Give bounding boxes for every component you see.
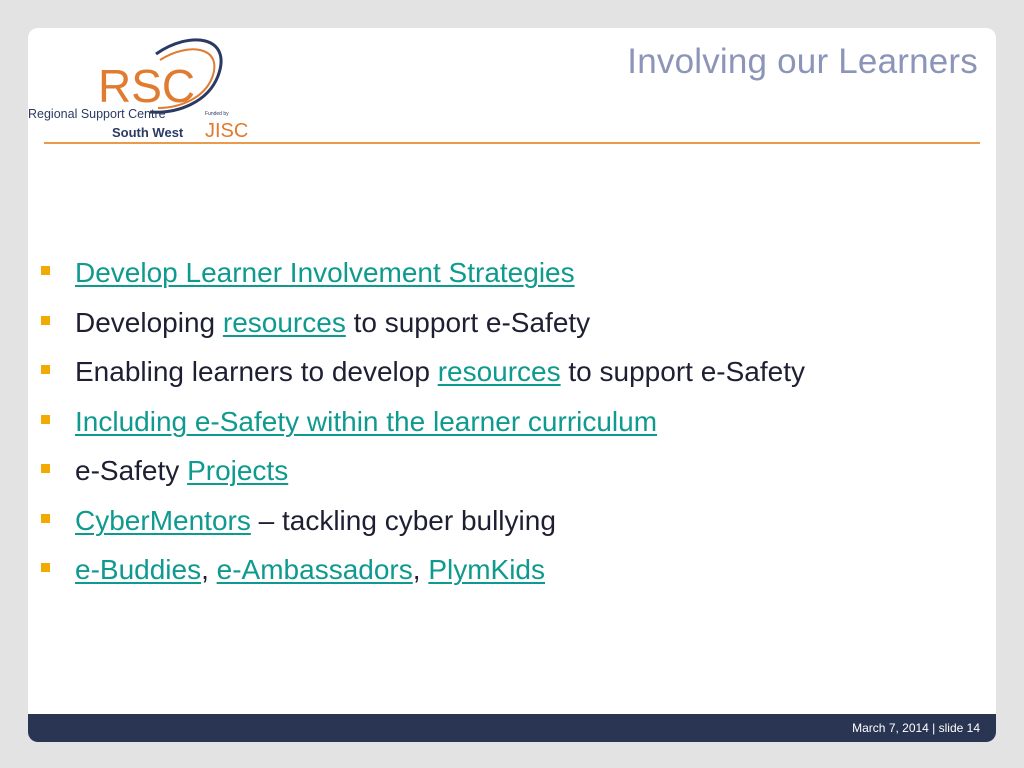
bullet-item xyxy=(40,397,805,447)
hyperlink[interactable]: Projects xyxy=(187,455,289,486)
bullet-item xyxy=(40,446,805,496)
bullet-item xyxy=(40,545,805,595)
logo-line1: Regional Support Centre xyxy=(28,107,166,121)
bullet-item xyxy=(40,347,805,397)
bullet-text: , xyxy=(412,554,429,585)
bullet-item xyxy=(40,248,805,298)
hyperlink[interactable]: Including e-Safety within the learner curriculum xyxy=(75,405,658,437)
hyperlink[interactable]: resources xyxy=(437,356,561,387)
rsc-logo xyxy=(28,34,258,144)
bullet-text: Enabling learners to develop xyxy=(75,356,438,387)
square-bullet-icon xyxy=(41,415,50,424)
bullet-item xyxy=(40,298,805,348)
bullet-list xyxy=(40,248,805,595)
square-bullet-icon xyxy=(41,365,50,374)
hyperlink[interactable]: CyberMentors xyxy=(75,504,251,536)
bullet-text: to support e-Safety xyxy=(345,306,591,338)
logo-line2: South West xyxy=(112,125,184,140)
slide-title: Involving our Learners xyxy=(627,42,978,81)
logo-funded-by: Funded by xyxy=(205,111,229,117)
square-bullet-icon xyxy=(41,464,50,473)
bullet-text: , xyxy=(201,554,217,585)
bullet-text: e-Safety xyxy=(75,455,188,486)
bullet-text: Developing xyxy=(75,306,223,338)
bullet-text: to support e-Safety xyxy=(560,356,805,387)
footer-bar xyxy=(28,714,996,742)
footer-date-slide: March 7, 2014 | slide 14 xyxy=(852,721,980,735)
square-bullet-icon xyxy=(41,563,50,572)
square-bullet-icon xyxy=(41,316,50,325)
logo-funder: JISC xyxy=(205,120,249,142)
hyperlink[interactable]: PlymKids xyxy=(428,554,546,585)
square-bullet-icon xyxy=(41,514,50,523)
hyperlink[interactable]: resources xyxy=(222,306,346,338)
bullet-text: – tackling cyber bullying xyxy=(250,504,556,536)
slide xyxy=(28,28,996,742)
hyperlink[interactable]: e-Ambassadors xyxy=(216,554,413,585)
hyperlink[interactable]: e-Buddies xyxy=(75,554,202,585)
title-divider xyxy=(44,142,980,144)
logo-wordmark: RSC xyxy=(98,60,196,112)
bullet-item xyxy=(40,496,805,546)
hyperlink[interactable]: Develop Learner Involvement Strategies xyxy=(75,257,575,288)
square-bullet-icon xyxy=(41,266,50,275)
